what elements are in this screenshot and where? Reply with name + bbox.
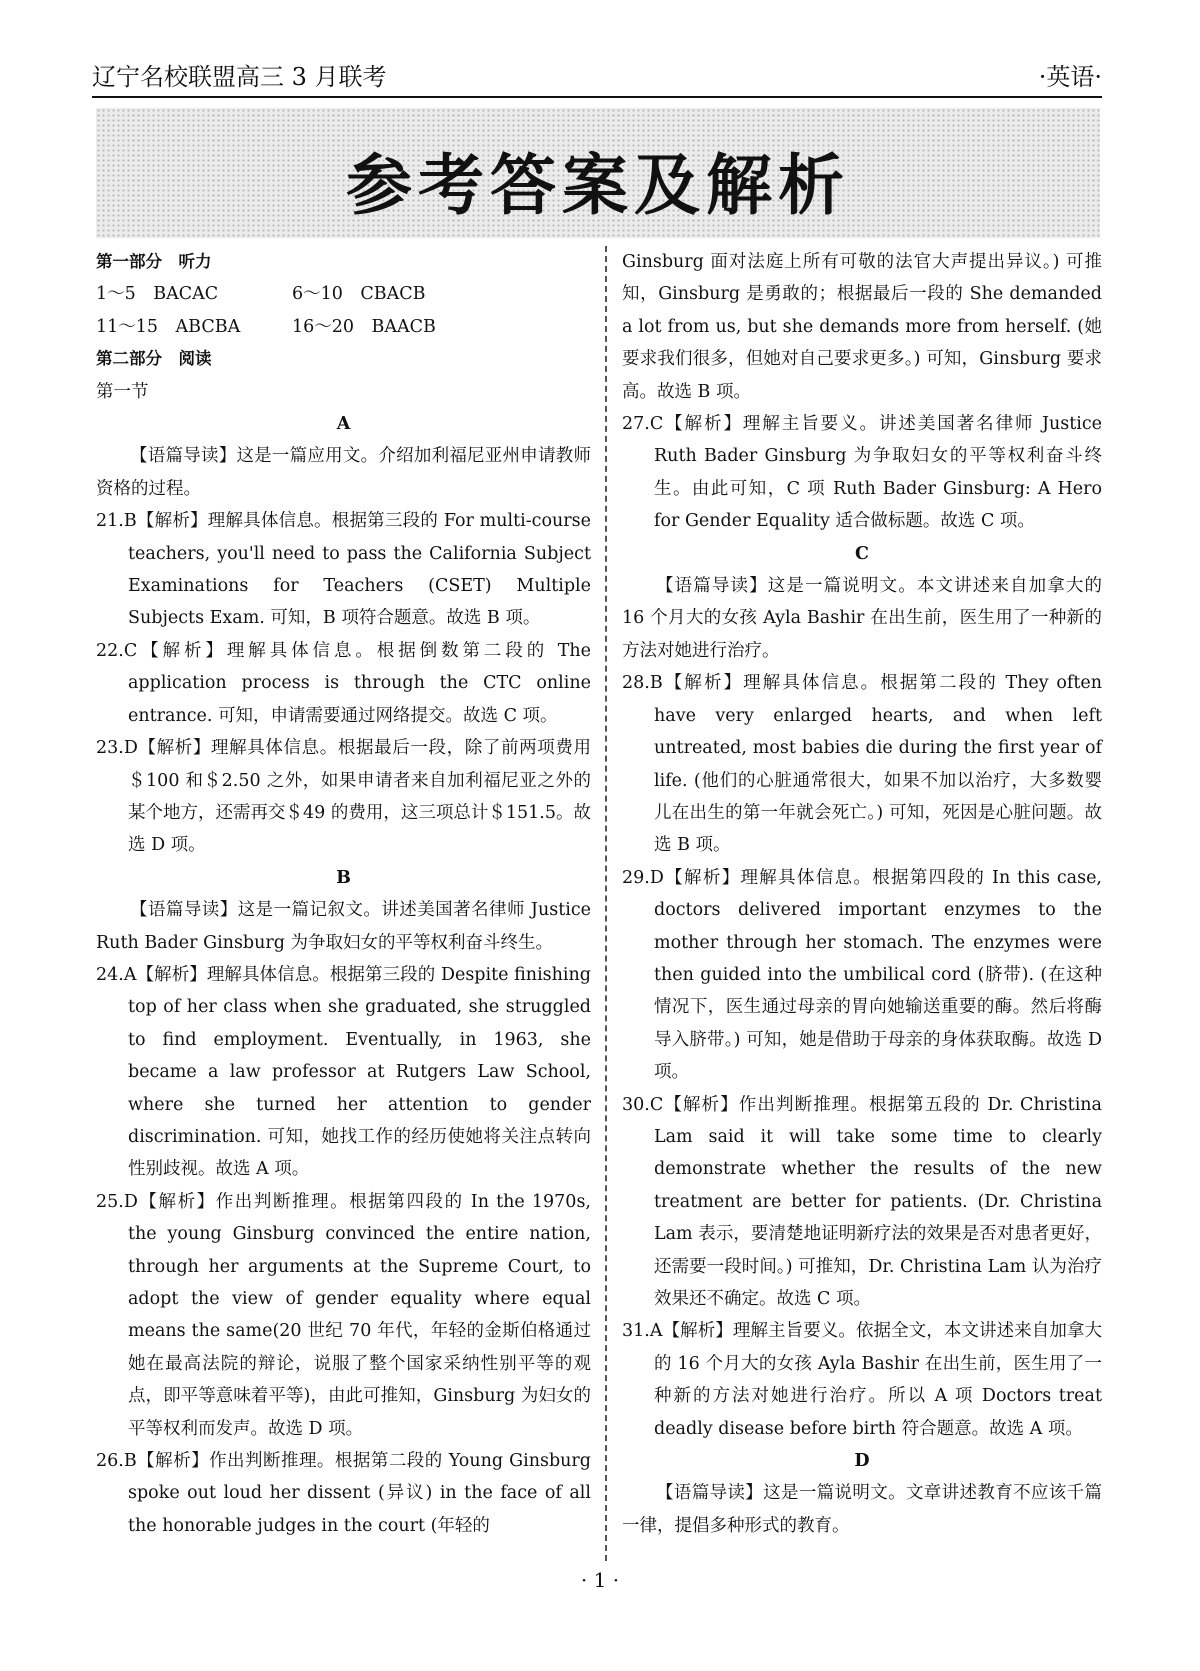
listen-answers: 1～5 BACAC [96, 284, 219, 305]
passage-b-intro: 【语篇导读】这是一篇记叙文。讲述美国著名律师 Justice Ruth Bader Ginsburg 为争取妇女的平等权利奋斗终生。 [96, 900, 591, 953]
answer-31: 31.A【解析】理解主旨要义。依据全文，本文讲述来自加拿大的 16 个月大的女孩 Ayla Bashir 在出生前，医生用了一种新的方法对她进行治疗。所以 A 项 Doctors treat deadly disease before birth 符合题意。故选 A 项。 [622, 1321, 1102, 1439]
answer-24: 24.A【解析】理解具体信息。根据第三段的 Despite finishing top of her class when she graduated, she struggled to find employment. Eventually, in 1963, she became a law professor at Rutgers Law School, where she turned her attention to gender discrimination. 可知，她找工作的经历使她将关注点转向性别歧视。故选 A 项。 [96, 964, 591, 1180]
answer-30: 30.C【解析】作出判断推理。根据第五段的 Dr. Christina Lam said it will take some time to clearly demonstrate whether the results of the new treatment are better for patients. (Dr. Christina Lam 表示，要清楚地证明新疗法的效果是否对患者更好，还需要一段时间。) 可推知，Dr. Christina Lam 认为治疗效果还不确定。故选 C 项。 [622, 1094, 1102, 1309]
passage-a-heading: A [336, 414, 351, 435]
passage-d-intro: 【语篇导读】这是一篇说明文。文章讲述教育不应该千篇一律，提倡多种形式的教育。 [622, 1483, 1102, 1536]
right-column [622, 246, 1102, 1542]
title-banner [96, 108, 1100, 238]
answer-22: 22.C【解析】理解具体信息。根据倒数第二段的 The application process is through the CTC online entrance. 可知，申请需要通过网络提交。故选 C 项。 [96, 640, 591, 726]
column-divider [605, 246, 607, 1561]
part1-heading: 第一部分 听力 [96, 252, 212, 271]
answer-27: 27.C【解析】理解主旨要义。讲述美国著名律师 Justice Ruth Bader Ginsburg 为争取妇女的平等权利奋斗终生。由此可知，C 项 Ruth Bader Ginsburg: A Hero for Gender Equality 适合做标题。故选 C 项。 [622, 414, 1102, 532]
page-header [92, 62, 1102, 98]
listen-row [96, 311, 591, 343]
passage-c-heading: C [855, 543, 869, 564]
passage-b-heading: B [336, 867, 351, 888]
answer-25: 25.D【解析】作出判断推理。根据第四段的 In the 1970s, the young Ginsburg convinced the entire nation, through her arguments at the Supreme Court, to adopt the view of gender equality where equal means the same(20 世纪 70 年代，年轻的金斯伯格通过她在最高法院的辩论，说服了整个国家采纳性别平等的观点，即平等意味着平等)，由此可推知，Ginsburg 为妇女的平等权利而发声。故选 D 项。 [96, 1191, 591, 1439]
passage-a-intro: 【语篇导读】这是一篇应用文。介绍加利福尼亚州申请教师资格的过程。 [96, 446, 591, 499]
left-column [96, 246, 591, 1542]
passage-d-heading: D [854, 1451, 870, 1472]
exam-title: 辽宁名校联盟高三 3 月联考 [92, 63, 387, 91]
section-heading: 第一节 [96, 381, 149, 402]
answer-23: 23.D【解析】理解具体信息。根据最后一段，除了前两项费用＄100 和＄2.50 之外，如果申请者来自加利福尼亚之外的某个地方，还需再交＄49 的费用，这三项总计＄151.5。故选 D 项。 [96, 738, 591, 856]
answer-21: 21.B【解析】理解具体信息。根据第三段的 For multi-course teachers, you'll need to pass the California Subject Examinations for Teachers (CSET) Multiple Subjects Exam. 可知，B 项符合题意。故选 B 项。 [96, 511, 591, 629]
page-number: · 1 · [580, 1568, 620, 1592]
answer-28: 28.B【解析】理解具体信息。根据第二段的 They often have very enlarged hearts, and when left untreated, most babies die during the first year of life. (他们的心脏通常很大，如果不加以治疗，大多数婴儿在出生的第一年就会死亡。) 可知，死因是心脏问题。故选 B 项。 [622, 673, 1102, 856]
answer-26-continued: Ginsburg 面对法庭上所有可敬的法官大声提出异议。) 可推知，Ginsburg 是勇敢的；根据最后一段的 She demanded a lot from us, but she demands more from herself. (她要求我们很多，但她对自己要求更多。) 可知，Ginsburg 要求高。故选 B 项。 [622, 252, 1102, 402]
listen-row [96, 278, 591, 310]
subject-label: ·英语· [1038, 63, 1102, 91]
answer-29: 29.D【解析】理解具体信息。根据第四段的 In this case, doctors delivered important enzymes to the mother through her stomach. The enzymes were then guided into the umbilical cord (脐带). (在这种情况下，医生通过母亲的胃向她输送重要的酶。然后将酶导入脐带。) 可知，她是借助于母亲的身体获取酶。故选 D 项。 [622, 867, 1102, 1083]
listen-answers: 11～15 ABCBA [96, 316, 241, 337]
page-title: 参考答案及解析 [346, 147, 850, 224]
part2-heading: 第二部分 阅读 [96, 349, 212, 369]
listen-answers: 6～10 CBACB [292, 284, 426, 305]
listen-answers: 16～20 BAACB [292, 316, 436, 337]
answer-26: 26.B【解析】作出判断推理。根据第二段的 Young Ginsburg spoke out loud her dissent (异议) in the face of all the honorable judges in the court (年轻的 [96, 1451, 591, 1536]
passage-c-intro: 【语篇导读】这是一篇说明文。本文讲述来自加拿大的 16 个月大的女孩 Ayla Bashir 在出生前，医生用了一种新的方法对她进行治疗。 [622, 576, 1102, 661]
